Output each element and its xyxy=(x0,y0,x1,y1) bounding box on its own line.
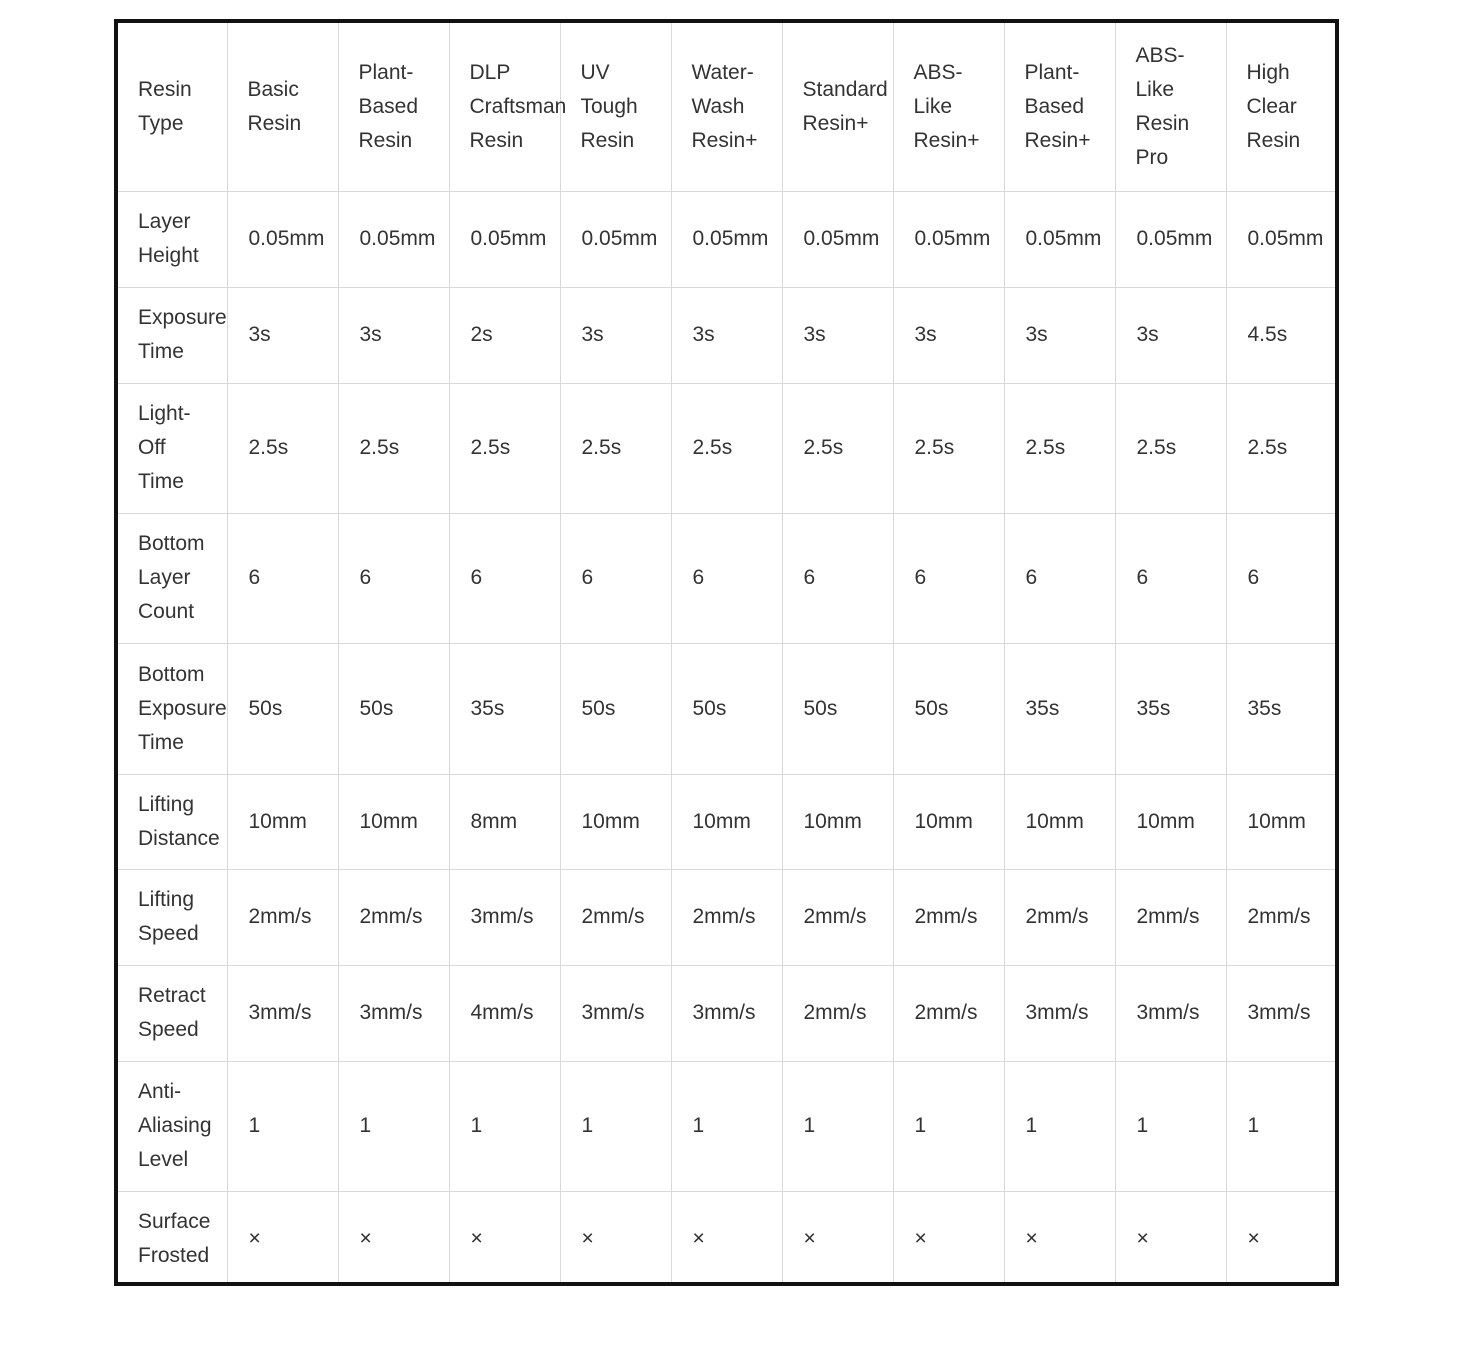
value-cell: 6 xyxy=(893,513,1004,643)
label-line: Bottom xyxy=(138,532,205,555)
header-line: ABS- xyxy=(1135,43,1185,67)
label-line: Distance xyxy=(138,826,220,850)
value-cell: 2.5s xyxy=(1226,383,1337,513)
value-cell: 3s xyxy=(782,287,893,383)
value-cell: × xyxy=(1004,1191,1115,1286)
header-line: DLP xyxy=(469,60,511,84)
value-cell: 0.05mm xyxy=(1226,191,1337,287)
value-cell: 2mm/s xyxy=(338,869,449,965)
value-cell: 0.05mm xyxy=(782,191,893,287)
label-line: Speed xyxy=(138,922,199,945)
value-cell: 2.5s xyxy=(1115,383,1226,513)
header-line: Tough xyxy=(580,94,638,118)
value-cell: 2.5s xyxy=(671,383,782,513)
value-cell: 1 xyxy=(560,1061,671,1191)
value-cell: 6 xyxy=(782,513,893,643)
value-cell: 2mm/s xyxy=(1004,869,1115,965)
value-cell: × xyxy=(782,1191,893,1286)
value-cell: 3mm/s xyxy=(1004,965,1115,1061)
value-cell: 1 xyxy=(1226,1061,1337,1191)
value-cell: 3s xyxy=(671,287,782,383)
column-header xyxy=(1115,23,1226,191)
label-line: Layer xyxy=(138,566,191,589)
value-cell: 35s xyxy=(1226,643,1337,774)
value-cell: 1 xyxy=(1115,1061,1226,1191)
column-header xyxy=(449,23,567,191)
label-line: Surface xyxy=(138,1210,211,1234)
header-line: Plant- xyxy=(1024,60,1080,84)
table-row xyxy=(118,965,1337,1061)
label-line: Layer xyxy=(138,210,191,233)
column-header xyxy=(1004,23,1115,191)
value-cell: 50s xyxy=(782,643,893,774)
row-label-cell xyxy=(118,23,227,191)
table-row xyxy=(118,774,1337,869)
value-cell: 6 xyxy=(338,513,449,643)
value-cell: 2mm/s xyxy=(1226,869,1337,965)
row-label-cell xyxy=(118,965,227,1061)
header-line: Resin+ xyxy=(802,111,869,135)
value-cell: 50s xyxy=(893,643,1004,774)
value-cell: 3s xyxy=(227,287,338,383)
value-cell: 1 xyxy=(449,1061,560,1191)
value-cell: 50s xyxy=(671,643,782,774)
value-cell: 2.5s xyxy=(782,383,893,513)
value-cell: 0.05mm xyxy=(893,191,1004,287)
label-line: Type xyxy=(138,111,184,135)
value-cell: × xyxy=(893,1191,1004,1286)
header-line: Resin xyxy=(1135,111,1190,135)
resin-params-table xyxy=(118,23,1337,1286)
header-line: Pro xyxy=(1135,145,1169,169)
label-line: Time xyxy=(138,470,184,493)
value-cell: × xyxy=(449,1191,560,1286)
value-cell: 6 xyxy=(1004,513,1115,643)
header-row xyxy=(118,23,1337,191)
table-row xyxy=(118,191,1337,287)
value-cell: 2mm/s xyxy=(671,869,782,965)
value-cell: 6 xyxy=(1115,513,1226,643)
label-line: Retract xyxy=(138,984,206,1007)
value-cell: 50s xyxy=(560,643,671,774)
label-line: Time xyxy=(138,730,184,754)
header-line: UV xyxy=(580,60,610,84)
row-label-cell xyxy=(118,191,227,287)
column-header xyxy=(893,23,1004,191)
value-cell: × xyxy=(1226,1191,1337,1286)
value-cell: × xyxy=(560,1191,671,1286)
value-cell: 2.5s xyxy=(227,383,338,513)
table-row xyxy=(118,287,1337,383)
value-cell: 2mm/s xyxy=(782,965,893,1061)
value-cell: 2.5s xyxy=(893,383,1004,513)
value-cell: 35s xyxy=(1004,643,1115,774)
value-cell: 6 xyxy=(227,513,338,643)
value-cell: 2mm/s xyxy=(1115,869,1226,965)
value-cell: × xyxy=(227,1191,338,1286)
header-line: Basic xyxy=(247,77,299,101)
label-line: Time xyxy=(138,340,184,363)
value-cell: 0.05mm xyxy=(1115,191,1226,287)
label-line: Level xyxy=(138,1148,189,1171)
column-header xyxy=(227,23,338,191)
header-line: Based xyxy=(358,94,419,118)
column-header xyxy=(338,23,449,191)
header-line: High xyxy=(1246,60,1290,84)
label-line: Exposure xyxy=(138,696,227,720)
table-row xyxy=(118,1061,1337,1191)
label-line: Light- xyxy=(138,402,191,425)
table-row xyxy=(118,1191,1337,1286)
value-cell: 2mm/s xyxy=(227,869,338,965)
label-line: Bottom xyxy=(138,662,205,686)
value-cell: 3s xyxy=(1004,287,1115,383)
value-cell: 0.05mm xyxy=(449,191,560,287)
value-cell: 3s xyxy=(560,287,671,383)
header-line: Like xyxy=(1135,77,1175,101)
header-line: Clear xyxy=(1246,94,1297,118)
value-cell: 3mm/s xyxy=(560,965,671,1061)
value-cell: 2s xyxy=(449,287,560,383)
header-line: Plant- xyxy=(358,60,414,84)
value-cell: 10mm xyxy=(1004,774,1115,869)
value-cell: 1 xyxy=(782,1061,893,1191)
header-line: Resin xyxy=(247,111,302,135)
value-cell: 6 xyxy=(671,513,782,643)
label-line: Exposure xyxy=(138,306,227,329)
row-label-cell xyxy=(118,1191,227,1286)
value-cell: 1 xyxy=(1004,1061,1115,1191)
value-cell: × xyxy=(671,1191,782,1286)
table-row xyxy=(118,513,1337,643)
value-cell: 10mm xyxy=(560,774,671,869)
table-body xyxy=(118,23,1337,1286)
value-cell: 6 xyxy=(560,513,671,643)
value-cell: 50s xyxy=(338,643,449,774)
value-cell: 35s xyxy=(449,643,560,774)
label-line: Frosted xyxy=(138,1244,210,1268)
label-line: Height xyxy=(138,244,199,267)
value-cell: 3s xyxy=(338,287,449,383)
value-cell: 2.5s xyxy=(1004,383,1115,513)
header-line: Based xyxy=(1024,94,1085,118)
value-cell: 10mm xyxy=(227,774,338,869)
resin-settings-table xyxy=(114,19,1339,1286)
column-header xyxy=(782,23,893,191)
value-cell: × xyxy=(1115,1191,1226,1286)
value-cell: 10mm xyxy=(893,774,1004,869)
value-cell: 0.05mm xyxy=(338,191,449,287)
value-cell: 3mm/s xyxy=(338,965,449,1061)
value-cell: 0.05mm xyxy=(671,191,782,287)
label-line: Aliasing xyxy=(138,1114,212,1137)
header-line: Resin+ xyxy=(1024,128,1091,152)
header-line: Wash xyxy=(691,94,745,118)
row-label-cell xyxy=(118,287,227,383)
value-cell: × xyxy=(338,1191,449,1286)
value-cell: 2mm/s xyxy=(893,869,1004,965)
label-line: Anti- xyxy=(138,1080,182,1103)
value-cell: 3mm/s xyxy=(671,965,782,1061)
value-cell: 4mm/s xyxy=(449,965,560,1061)
header-line: Resin+ xyxy=(913,128,980,152)
header-line: Water- xyxy=(691,60,754,84)
label-line: Count xyxy=(138,600,195,623)
column-header xyxy=(671,23,782,191)
value-cell: 6 xyxy=(1226,513,1337,643)
column-header xyxy=(1226,23,1337,191)
value-cell: 3mm/s xyxy=(1226,965,1337,1061)
value-cell: 10mm xyxy=(1115,774,1226,869)
value-cell: 2.5s xyxy=(338,383,449,513)
value-cell: 3mm/s xyxy=(1115,965,1226,1061)
value-cell: 4.5s xyxy=(1226,287,1337,383)
header-line: Resin xyxy=(469,128,524,152)
value-cell: 3s xyxy=(1115,287,1226,383)
value-cell: 10mm xyxy=(782,774,893,869)
value-cell: 2.5s xyxy=(560,383,671,513)
value-cell: 0.05mm xyxy=(560,191,671,287)
header-line: ABS- xyxy=(913,60,963,84)
table-row xyxy=(118,869,1337,965)
row-label-cell xyxy=(118,513,227,643)
label-line: Off xyxy=(138,436,166,459)
value-cell: 10mm xyxy=(1226,774,1337,869)
value-cell: 3s xyxy=(893,287,1004,383)
value-cell: 3mm/s xyxy=(449,869,560,965)
row-label-cell xyxy=(118,643,227,774)
column-header xyxy=(560,23,671,191)
value-cell: 50s xyxy=(227,643,338,774)
value-cell: 0.05mm xyxy=(1004,191,1115,287)
value-cell: 8mm xyxy=(449,774,560,869)
header-line: Standard xyxy=(802,77,888,101)
value-cell: 10mm xyxy=(671,774,782,869)
table-row xyxy=(118,383,1337,513)
value-cell: 1 xyxy=(338,1061,449,1191)
row-label-cell xyxy=(118,869,227,965)
value-cell: 0.05mm xyxy=(227,191,338,287)
value-cell: 2.5s xyxy=(449,383,560,513)
value-cell: 2mm/s xyxy=(560,869,671,965)
label-line: Lifting xyxy=(138,888,195,911)
header-line: Resin xyxy=(580,128,635,152)
value-cell: 2mm/s xyxy=(893,965,1004,1061)
label-line: Speed xyxy=(138,1018,199,1041)
row-label-cell xyxy=(118,383,227,513)
value-cell: 1 xyxy=(671,1061,782,1191)
header-line: Resin+ xyxy=(691,128,758,152)
value-cell: 3mm/s xyxy=(227,965,338,1061)
value-cell: 1 xyxy=(227,1061,338,1191)
row-label-cell xyxy=(118,774,227,869)
header-line: Craftsman xyxy=(469,94,567,118)
value-cell: 6 xyxy=(449,513,560,643)
header-line: Resin xyxy=(1246,128,1301,152)
header-line: Like xyxy=(913,94,953,118)
row-label-cell xyxy=(118,1061,227,1191)
label-line: Lifting xyxy=(138,792,195,816)
value-cell: 10mm xyxy=(338,774,449,869)
value-cell: 2mm/s xyxy=(782,869,893,965)
label-line: Resin xyxy=(138,77,192,101)
header-line: Resin xyxy=(358,128,413,152)
value-cell: 1 xyxy=(893,1061,1004,1191)
value-cell: 35s xyxy=(1115,643,1226,774)
table-row xyxy=(118,643,1337,774)
